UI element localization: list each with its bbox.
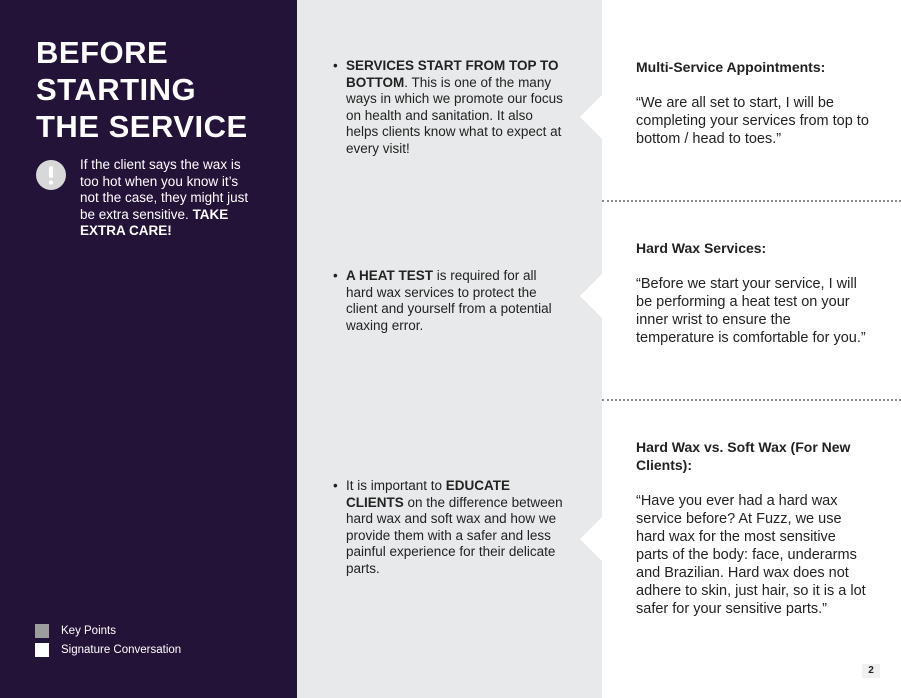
warning-text: If the client says the wax is too hot when you know it’s not the case, they might just be extra sensitive. bbox=[80, 157, 249, 222]
conversation-quote: “Have you ever had a hard wax service before? At Fuzz, we use hard wax for the most sensitive parts of the body: face, underarms and Brazilian. Hard wax does not adhere to skin, just hair, so it is a lot safer for your sensitive parts.” bbox=[636, 493, 866, 617]
conversation-quote: “We are all set to start, I will be completing your services from top to bottom / head to toes.” bbox=[636, 95, 869, 147]
key-point bbox=[333, 268, 565, 334]
bullet: • bbox=[333, 268, 338, 283]
pointer-arrow bbox=[580, 95, 602, 139]
signature-conversation bbox=[636, 239, 872, 347]
conversation-heading: Multi-Service Appointments: bbox=[636, 59, 826, 75]
key-points-swatch bbox=[35, 624, 49, 638]
legend-label: Signature Conversation bbox=[61, 644, 182, 656]
key-point-bold: EDUCATE CLIENTS bbox=[346, 478, 511, 510]
signature-conversation bbox=[636, 58, 872, 148]
legend-label: Key Points bbox=[61, 625, 116, 637]
bullet: • bbox=[333, 58, 338, 73]
signature-conversation-swatch bbox=[35, 643, 49, 657]
warning-note bbox=[80, 157, 260, 240]
page-number: 2 bbox=[862, 664, 880, 678]
key-point-text: is required for all hard wax services to protect the client and yourself from a potential waxing error. bbox=[346, 268, 552, 333]
key-point bbox=[333, 58, 565, 158]
key-point-text: on the difference between hard wax and soft wax and how we provide them with a safer and less painful experience for their delicate parts. bbox=[346, 494, 563, 576]
key-point-text: It is important to bbox=[346, 478, 446, 493]
key-point-text: . This is one of the many ways in which we promote our focus on health and sanitation. It also helps clients know what to expect at every visit! bbox=[346, 74, 563, 156]
sidebar-panel bbox=[0, 0, 297, 698]
conversation-heading: Hard Wax Services: bbox=[636, 240, 767, 256]
pointer-arrow bbox=[580, 517, 602, 561]
dotted-divider bbox=[602, 399, 901, 401]
title-line: THE SERVICE bbox=[36, 109, 248, 144]
pointer-arrow bbox=[580, 274, 602, 318]
title-line: STARTING bbox=[36, 72, 197, 107]
key-point-bold: SERVICES START FROM TOP TO BOTTOM bbox=[346, 58, 559, 90]
page-title bbox=[36, 34, 248, 145]
bullet: • bbox=[333, 478, 338, 493]
signature-conversation bbox=[636, 438, 872, 618]
key-point bbox=[333, 478, 565, 578]
title-line: BEFORE bbox=[36, 35, 169, 70]
dotted-divider bbox=[602, 200, 901, 202]
warning-emphasis: TAKE EXTRA CARE! bbox=[80, 206, 229, 239]
key-point-bold: A HEAT TEST bbox=[346, 268, 433, 283]
conversation-heading: Hard Wax vs. Soft Wax (For New Clients): bbox=[636, 439, 851, 473]
exclamation-circle-icon bbox=[36, 160, 66, 190]
conversation-quote: “Before we start your service, I will be performing a heat test on your inner wrist to ensure the temperature is comfortable for you.” bbox=[636, 276, 866, 346]
